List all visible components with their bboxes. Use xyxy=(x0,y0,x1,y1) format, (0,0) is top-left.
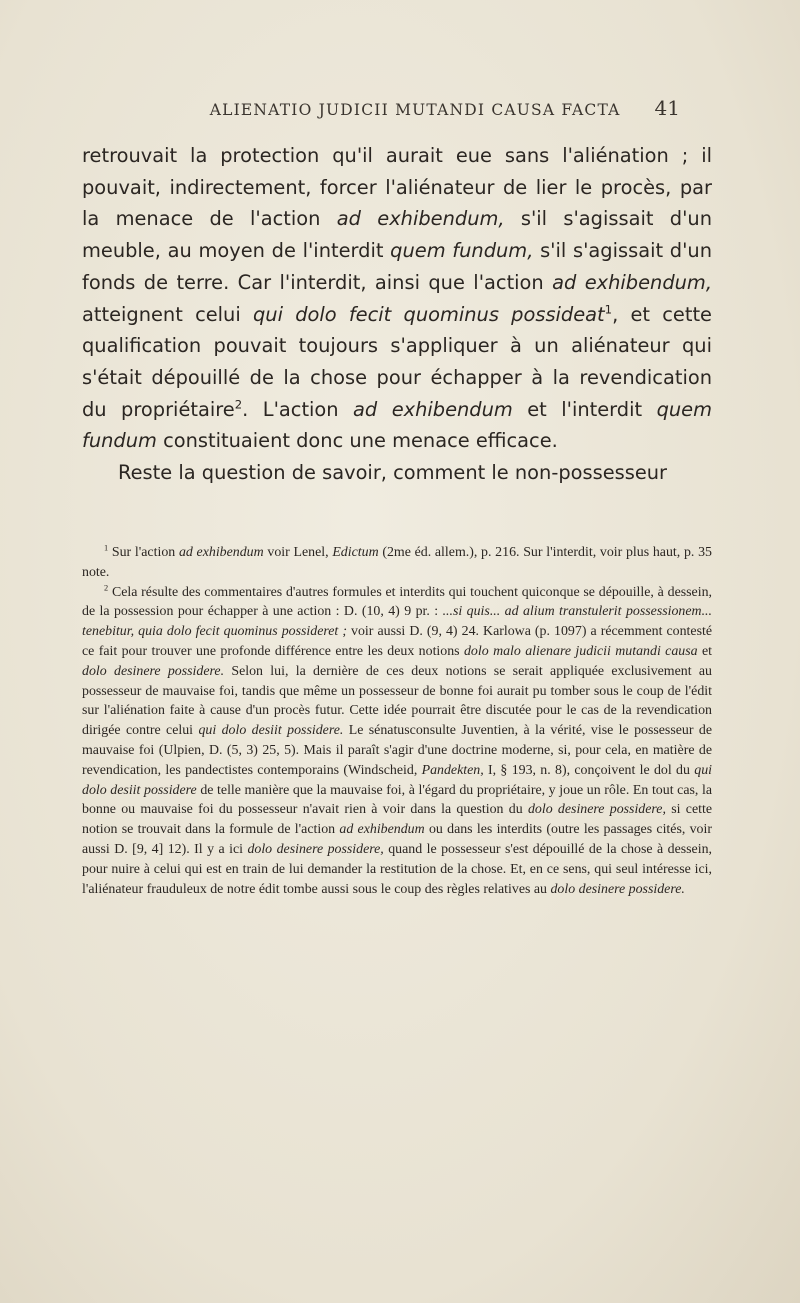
running-title: ALIENATIO JUDICII MUTANDI CAUSA FACTA xyxy=(209,101,621,119)
latin-term: dolo desinere possidere. xyxy=(82,663,225,679)
latin-term: quem fundum xyxy=(82,397,712,453)
footnote-1 xyxy=(82,543,712,583)
latin-term: ad exhibendum xyxy=(178,545,264,560)
text-run: quand le possesseur s'est dépouillé de la chose à dessein, pour nuire à celui qui est en train de lui demander la restitution de la chose. Et, en ce sens, qui seul intéresse ici, l'aliénateur frauduleux de notre édit tombe aussi sous le coup des règles relatives au xyxy=(82,841,712,897)
text-run: (2me éd. allem.), p. 216. Sur l'interdit, voir plus haut, p. 35 note. xyxy=(82,545,712,580)
footnote-ref-2[interactable]: 2 xyxy=(234,397,243,412)
latin-quote: ...si quis... ad alium transtulerit possessionem... tenebitur, quia dolo fecit quominus possideret ; xyxy=(82,604,712,640)
text-run: Selon lui, la dernière de ces deux notions se serait appliquée exclusivement au possesseur de mauvaise foi, tandis que même un possesseur de bonne foi aurait pu tomber sous le coup de l'édit sur l'aliénation faite à cause d'un procès futur. Cette idée pourrait être discutée pour le cas de la revendication dirigée contre celui xyxy=(82,663,712,739)
footnote-2 xyxy=(82,583,712,900)
main-text xyxy=(82,140,712,489)
paragraph-continued xyxy=(82,140,712,457)
text-run: et xyxy=(697,643,713,659)
text-run: Sur l'action xyxy=(108,545,179,560)
text-run: , et cette qualification pouvait toujours s'appliquer à un aliénateur qui s'était dépouillé de la chose pour échapper à la revendication du propriétaire xyxy=(82,302,712,421)
text-run: retrouvait la protection qu'il aurait eue sans l'aliénation ; il pouvait, indirectement, forcer l'aliénateur de lier le procès, par la menace de l'action xyxy=(82,144,712,231)
text-run: . L'action xyxy=(242,397,354,421)
text-run: Cela résulte des commentaires d'autres formules et interdits qui touchent quiconque se dépouille, à dessein, de la possession pour échapper à une action : D. (10, 4) 9 pr. : xyxy=(82,584,712,620)
footnote-ref-1[interactable]: 1 xyxy=(604,302,613,317)
text-run: si cette notion se trouvait dans la formule de l'action xyxy=(82,802,712,838)
page-number: 41 xyxy=(654,96,680,120)
footnote-marker: 2 xyxy=(104,582,109,592)
latin-term: dolo malo alienare judicii mutandi causa xyxy=(463,643,698,659)
text-run: s'il s'agissait d'un meuble, au moyen de l'interdit xyxy=(82,207,712,263)
text-run: ou dans les interdits (outre les passages cités, voir aussi D. [9, 4] 12). Il y a ici xyxy=(82,822,712,857)
latin-term: quem fundum, xyxy=(390,239,534,263)
latin-term: qui dolo desiit possidere. xyxy=(198,723,344,739)
latin-term: dolo desinere possidere, xyxy=(527,802,666,818)
text-run: de telle manière que la mauvaise foi, à l'égard du propriétaire, y joue un rôle. En tout cas, la bonne ou mauvaise foi du possesseur n'avait rien à voir dans la question du xyxy=(82,782,712,818)
latin-term: ad exhibendum, xyxy=(552,270,712,294)
latin-term: qui dolo fecit quominus possideat xyxy=(252,302,605,326)
latin-term: qui dolo desiit possidere xyxy=(82,762,712,798)
text-run: voir aussi D. (9, 4) 24. Karlowa (p. 1097) a récemment contesté ce fait pour trouver une profonde différence entre les deux notions xyxy=(82,624,712,659)
text-run: constituaient donc une menace efficace. xyxy=(156,429,558,453)
latin-term: ad exhibendum xyxy=(339,822,425,838)
running-header xyxy=(120,96,680,120)
text-run: Le sénatusconsulte Juventien, à la vérité, vise le possesseur de mauvaise foi (Ulpien, D. (5, 3) 25, 5). Mais il paraît s'agir d'une doctrine moderne, si, pour cela, en matière de revendication, les pandectistes contemporains (Windscheid, xyxy=(82,723,712,778)
text-run: voir Lenel, xyxy=(263,545,333,560)
paragraph-new: Reste la question de savoir, comment le non-possesseur xyxy=(118,461,668,485)
text-run: atteignent celui xyxy=(82,302,253,326)
book-title: Pandekten, xyxy=(421,762,484,778)
footnotes xyxy=(82,543,712,899)
latin-term: dolo desinere possidere. xyxy=(550,881,685,897)
text-run: I, § 193, n. 8), conçoivent le dol du xyxy=(483,762,695,778)
book-title: Edictum xyxy=(332,545,379,560)
footnote-marker: 1 xyxy=(104,543,109,553)
text-run: s'il s'agissait d'un fonds de terre. Car l'interdit, ainsi que l'action xyxy=(82,239,713,294)
latin-term: ad exhibendum xyxy=(353,397,513,421)
latin-term: dolo desinere possidere, xyxy=(247,841,384,857)
latin-term: ad exhibendum, xyxy=(336,207,505,231)
text-run: et l'interdit xyxy=(512,397,657,421)
